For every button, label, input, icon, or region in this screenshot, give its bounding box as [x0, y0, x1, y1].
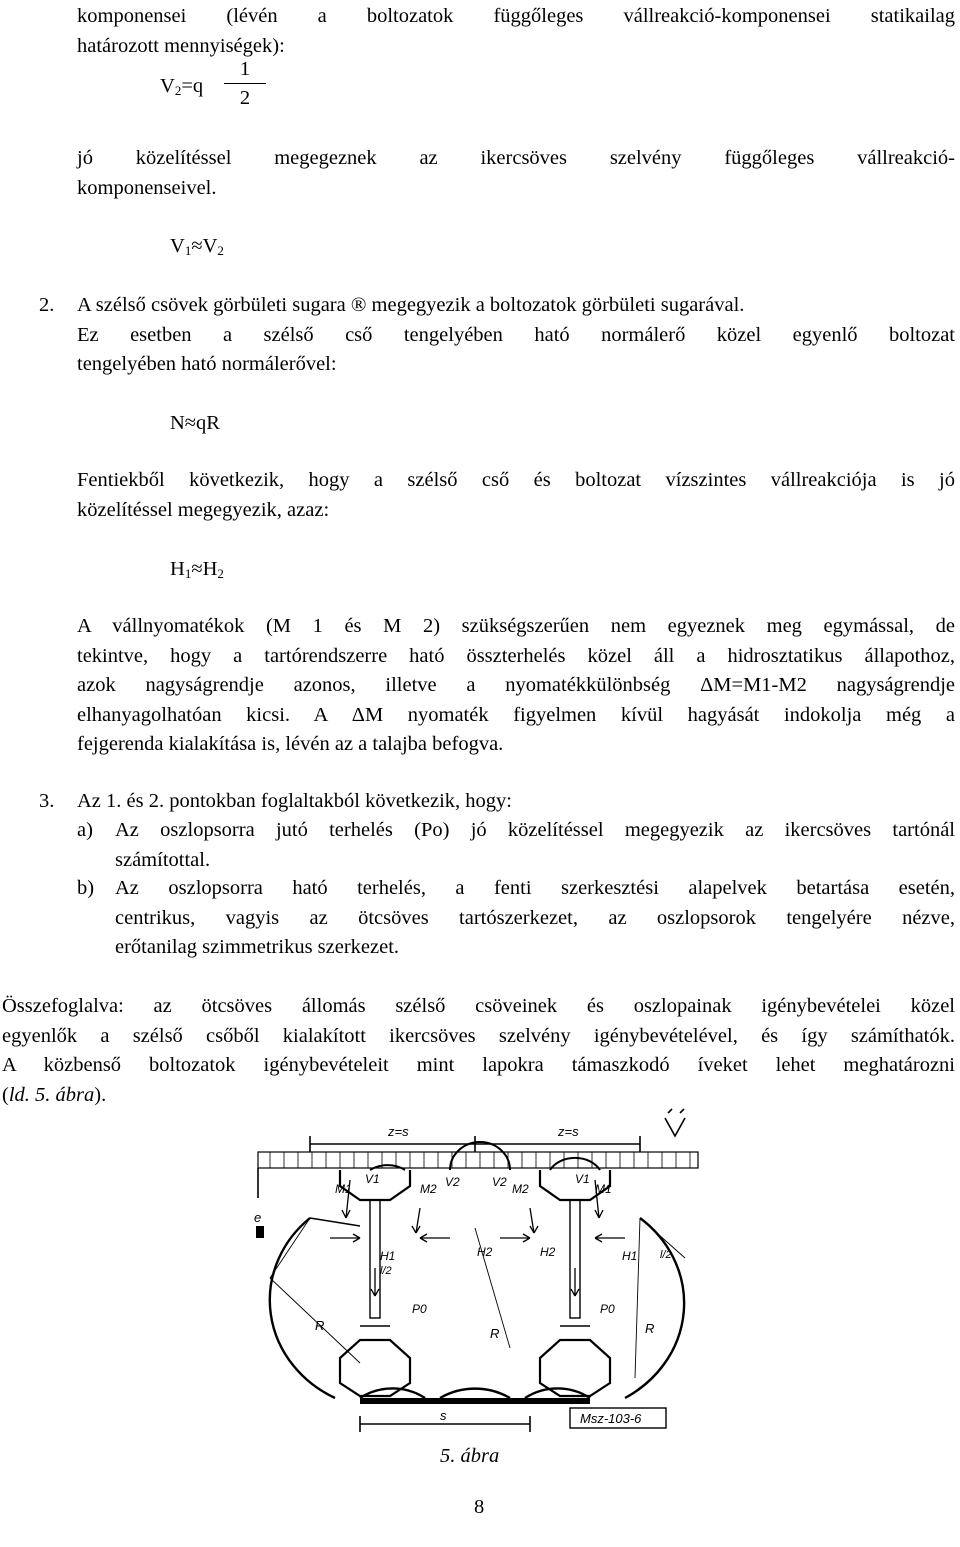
item2-line2: Ez esetben a szélső cső tengelyében ható normálerő közel egyenlő boltozat [77, 323, 955, 346]
column-base-left [340, 1340, 410, 1396]
label-h2-b: H2 [540, 1245, 556, 1259]
figure-5-diagram [240, 1108, 710, 1433]
approx-sign: ≈ [191, 235, 203, 257]
equation-v2 [160, 72, 203, 105]
label-h1-left: H1 [380, 1249, 396, 1263]
para3 [77, 466, 955, 525]
item3b-line1: Az oszlopsorra ható terhelés, a fenti szerkesztési alapelvek betartása esetén, [115, 877, 955, 899]
para4-line3: azok nagyságrendje azonos, illetve a nyomatékkülönbség ΔM=M1-M2 nagyságrendje [77, 674, 955, 696]
approx-sign-h: ≈ [191, 558, 203, 580]
eq-v1-subscript: 1 [184, 243, 192, 258]
fraction-denominator: 2 [239, 87, 251, 109]
item3a-label: a) [77, 819, 93, 841]
eq-h2-subscript: 2 [217, 566, 224, 581]
summary-line4 [2, 1081, 955, 1111]
middle-arch-bottom-3 [440, 1389, 510, 1398]
label-r-mid: R [490, 1326, 500, 1341]
para4 [77, 612, 955, 760]
label-r-left: R [315, 1318, 325, 1333]
summary-line2: egyenlők a szélső csőből kialakított ikercsöves szelvény igénybevételével, és így számíthatók. [2, 1024, 955, 1047]
stamp-text: Msz-103-6 [580, 1411, 642, 1426]
item3a-line2: számítottal. [115, 848, 211, 871]
ground-symbol [665, 1109, 685, 1136]
paren-close: ). [94, 1083, 107, 1106]
eq-h2-symbol: H [202, 558, 218, 580]
equation-h [170, 555, 224, 588]
para4-line1: A vállnyomatékok (M 1 és M 2) szükségszerűen nem egyeznek meg egymással, de [77, 615, 955, 637]
dim-label-right: z=s [558, 1124, 579, 1139]
label-v1-right: V1 [575, 1172, 590, 1186]
para3-line1: Fentiekből következik, hogy a szélső cső és boltozat vízszintes vállreakciója is jó [77, 469, 955, 491]
label-h2-a: H2 [477, 1245, 493, 1259]
e-marker [256, 1226, 264, 1238]
arrow-h2-b [500, 1234, 530, 1242]
eq-v2-symbol: V [160, 75, 175, 97]
item2-text [77, 291, 955, 380]
label-h1-right: H1 [622, 1249, 638, 1263]
eq-v2-symbol-b: V [202, 235, 218, 257]
fraction-bar [224, 83, 266, 84]
arrow-m2-a [412, 1208, 420, 1233]
label-m1-left: M1 [335, 1182, 352, 1196]
summary-line3: A közbenső boltozatok igénybevételeit mint lapokra támaszkodó íveket lehet meghatározni [2, 1054, 955, 1076]
item3b-text [115, 874, 955, 963]
eq-v2-fraction [224, 57, 266, 110]
page-number: 8 [474, 1496, 485, 1518]
para1 [77, 2, 955, 61]
figure-caption: 5. ábra [440, 1445, 500, 1467]
paren-open: ( [2, 1083, 9, 1106]
column-right [570, 1200, 580, 1318]
label-r-right: R [645, 1321, 655, 1336]
column-base-right [540, 1340, 610, 1396]
eq-h1-subscript: 1 [184, 566, 192, 581]
column-left [370, 1200, 380, 1318]
foundation-gap [380, 1404, 390, 1410]
fraction-numerator: 1 [239, 58, 251, 80]
radius-line-left [270, 1218, 310, 1278]
arrow-h2-a [420, 1234, 450, 1242]
arrow-h1-right [595, 1234, 625, 1242]
label-v2-b: V2 [492, 1175, 507, 1189]
dim-label-left: z=s [388, 1124, 409, 1139]
label-po-right: P0 [600, 1302, 615, 1316]
para3-line2: közelítéssel megegyezik, azaz: [77, 498, 330, 521]
arrow-m2-b [530, 1208, 538, 1233]
item2-number: 2. [39, 294, 55, 316]
label-e: e [254, 1210, 262, 1225]
item3-number: 3. [39, 790, 55, 812]
beam-hatching [270, 1152, 690, 1168]
item3b-line3: erőtanilag szimmetrikus szerkezet. [115, 936, 400, 958]
item3a-text [115, 816, 955, 875]
eq-v1-symbol: V [170, 235, 185, 257]
arrow-h1-left [330, 1234, 360, 1242]
label-m2-a: M2 [420, 1182, 437, 1196]
summary [2, 992, 955, 1110]
eq-v2-rhs: =q [181, 75, 204, 97]
item3a-line1: Az oszlopsorra jutó terhelés (Po) jó közelítéssel megegyezik az ikercsöves tartónál [115, 819, 955, 841]
summary-line1: Összefoglalva: az ötcsöves állomás szélső csöveinek és oszlopainak igénybevételei közel [2, 995, 955, 1017]
eq-v2-subscript-b: 2 [217, 243, 224, 258]
item2-line1: A szélső csövek görbületi sugara ® megegyezik a boltozatok görbületi sugarával. [77, 294, 745, 316]
item3b-label: b) [77, 877, 95, 899]
label-m1-right: M1 [595, 1182, 612, 1196]
para2-line1: jó közelítéssel megegeznek az ikercsöves szelvény függőleges vállreakció- [77, 147, 955, 169]
eq-v2-subscript: 2 [174, 83, 182, 98]
label-s: s [440, 1408, 447, 1423]
label-m2-b: M2 [512, 1182, 529, 1196]
label-po-left: P0 [412, 1302, 427, 1316]
item3-text: Az 1. és 2. pontokban foglaltakból következik, hogy: [77, 790, 512, 812]
foundation-gap [450, 1404, 460, 1410]
para1-line1: komponensei (lévén a boltozatok függőleges vállreakció-komponensei statikailag [77, 5, 955, 27]
right-tube-arc [625, 1218, 684, 1398]
label-l2-left: l/2 [380, 1265, 392, 1277]
equation-v1-v2 [170, 232, 224, 265]
foundation-strip [360, 1398, 590, 1404]
para1-line2: határozott mennyiségek): [77, 34, 285, 57]
label-v1-left: V1 [365, 1172, 380, 1186]
label-v2-a: V2 [445, 1175, 460, 1189]
item3b-line2: centrikus, vagyis az ötcsöves tartószerkezet, az oszlopsorok tengelyére nézve, [115, 906, 955, 929]
top-beam [258, 1152, 698, 1168]
left-arc-top [310, 1218, 360, 1226]
equation-n: N≈qR [170, 412, 220, 434]
eq-h1-symbol: H [170, 558, 185, 580]
arrow-po-right [571, 1268, 579, 1296]
para4-line2: tekintve, hogy a tartórendszerre ható összterhelés közel áll a hidrosztatikus állapothoz, [77, 644, 955, 667]
para2-line2: komponenseivel. [77, 176, 217, 199]
label-l2-right: l/2 [660, 1249, 672, 1261]
radius-line-right-2 [635, 1218, 640, 1378]
arrow-po-left [371, 1268, 379, 1296]
para4-line4: elhanyagolhatóan kicsi. A ΔM nyomaték figyelmen kívül hagyását indokolja még a [77, 703, 955, 726]
para2 [77, 144, 955, 203]
figure-reference: ld. 5. ábra [8, 1083, 95, 1106]
para4-line5: fejgerenda kialakítása is, lévén az a talajba befogva. [77, 733, 504, 755]
item2-line3: tengelyében ható normálerővel: [77, 353, 337, 375]
